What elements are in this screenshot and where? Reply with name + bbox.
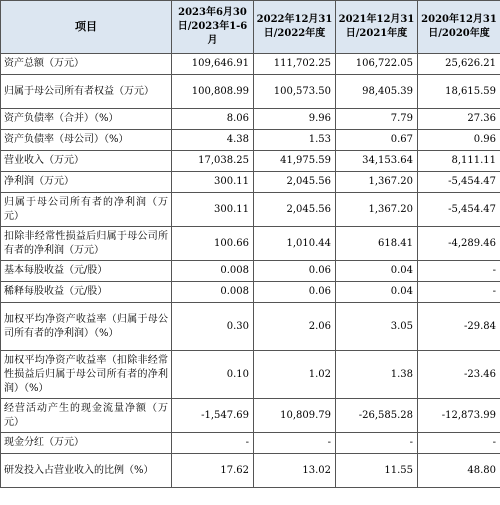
table-row (1, 261, 500, 282)
row-label: 经营活动产生的现金流量净额（万元） (1, 399, 172, 433)
row-value: 18,615.59 (418, 75, 500, 109)
row-value: -5,454.47 (418, 193, 500, 227)
row-value: 109,646.91 (172, 54, 254, 75)
row-value: 41,975.59 (254, 151, 336, 172)
row-value: - (172, 433, 254, 454)
row-value: 7.79 (336, 109, 418, 130)
table-row (1, 351, 500, 399)
table-row (1, 75, 500, 109)
row-value: 1.53 (254, 130, 336, 151)
row-value: 2,045.56 (254, 172, 336, 193)
row-value: -5,454.47 (418, 172, 500, 193)
row-label: 基本每股收益（元/股） (1, 261, 172, 282)
row-value: 0.10 (172, 351, 254, 399)
table-row (1, 399, 500, 433)
row-value: - (336, 433, 418, 454)
row-label: 扣除非经常性损益后归属于母公司所有者的净利润（万元） (1, 227, 172, 261)
row-value: - (418, 261, 500, 282)
row-value: 106,722.05 (336, 54, 418, 75)
row-value: 1.38 (336, 351, 418, 399)
row-label: 净利润（万元） (1, 172, 172, 193)
table-row (1, 130, 500, 151)
table-row (1, 227, 500, 261)
row-value: 8.06 (172, 109, 254, 130)
row-value: 11.55 (336, 454, 418, 488)
row-value: 25,626.21 (418, 54, 500, 75)
row-value: 618.41 (336, 227, 418, 261)
row-value: 100,808.99 (172, 75, 254, 109)
row-value: 48.80 (418, 454, 500, 488)
header-2020: 2020年12月31日/2020年度 (418, 1, 500, 54)
row-value: 0.67 (336, 130, 418, 151)
row-label: 资产负债率（合并）（%） (1, 109, 172, 130)
row-value: 1,367.20 (336, 172, 418, 193)
row-value: 0.04 (336, 282, 418, 303)
table-row (1, 54, 500, 75)
header-2022: 2022年12月31日/2022年度 (254, 1, 336, 54)
row-label: 研发投入占营业收入的比例（%） (1, 454, 172, 488)
row-value: 100,573.50 (254, 75, 336, 109)
row-value: - (418, 282, 500, 303)
row-value: -4,289.46 (418, 227, 500, 261)
table-row (1, 303, 500, 351)
row-value: 0.008 (172, 282, 254, 303)
row-value: 0.04 (336, 261, 418, 282)
row-value: 300.11 (172, 193, 254, 227)
table-row (1, 172, 500, 193)
row-value: 27.36 (418, 109, 500, 130)
row-value: - (254, 433, 336, 454)
row-value: 1,010.44 (254, 227, 336, 261)
row-label: 加权平均净资产收益率（归属于母公司所有者的净利润）（%） (1, 303, 172, 351)
row-value: 0.008 (172, 261, 254, 282)
row-value: -29.84 (418, 303, 500, 351)
row-label: 营业收入（万元） (1, 151, 172, 172)
row-value: 2.06 (254, 303, 336, 351)
row-value: 13.02 (254, 454, 336, 488)
row-value: 300.11 (172, 172, 254, 193)
row-label: 稀释每股收益（元/股） (1, 282, 172, 303)
header-2023h1: 2023年6月30日/2023年1-6月 (172, 1, 254, 54)
row-value: 10,809.79 (254, 399, 336, 433)
row-value: 3.05 (336, 303, 418, 351)
table-row (1, 454, 500, 488)
row-value: 98,405.39 (336, 75, 418, 109)
row-value: 0.30 (172, 303, 254, 351)
row-value: -1,547.69 (172, 399, 254, 433)
row-label: 现金分红（万元） (1, 433, 172, 454)
row-value: 0.06 (254, 282, 336, 303)
row-value: 0.96 (418, 130, 500, 151)
row-label: 归属于母公司所有者权益（万元） (1, 75, 172, 109)
row-value: - (418, 433, 500, 454)
row-value: 4.38 (172, 130, 254, 151)
row-label: 资产总额（万元） (1, 54, 172, 75)
table-row (1, 109, 500, 130)
row-value: 17,038.25 (172, 151, 254, 172)
table-row (1, 282, 500, 303)
header-2021: 2021年12月31日/2021年度 (336, 1, 418, 54)
row-value: 1.02 (254, 351, 336, 399)
row-label: 加权平均净资产收益率（扣除非经常性损益后归属于母公司所有者的净利润）（%） (1, 351, 172, 399)
row-value: 9.96 (254, 109, 336, 130)
row-value: -26,585.28 (336, 399, 418, 433)
row-value: 1,367.20 (336, 193, 418, 227)
header-item: 项目 (1, 1, 172, 54)
table-row (1, 433, 500, 454)
row-value: 17.62 (172, 454, 254, 488)
table-row (1, 193, 500, 227)
row-label: 资产负债率（母公司）（%） (1, 130, 172, 151)
table-row (1, 151, 500, 172)
row-value: -23.46 (418, 351, 500, 399)
row-value: 2,045.56 (254, 193, 336, 227)
row-value: 8,111.11 (418, 151, 500, 172)
header-row (1, 1, 500, 54)
row-value: 111,702.25 (254, 54, 336, 75)
row-value: 100.66 (172, 227, 254, 261)
row-label: 归属于母公司所有者的净利润（万元） (1, 193, 172, 227)
row-value: 0.06 (254, 261, 336, 282)
row-value: 34,153.64 (336, 151, 418, 172)
row-value: -12,873.99 (418, 399, 500, 433)
